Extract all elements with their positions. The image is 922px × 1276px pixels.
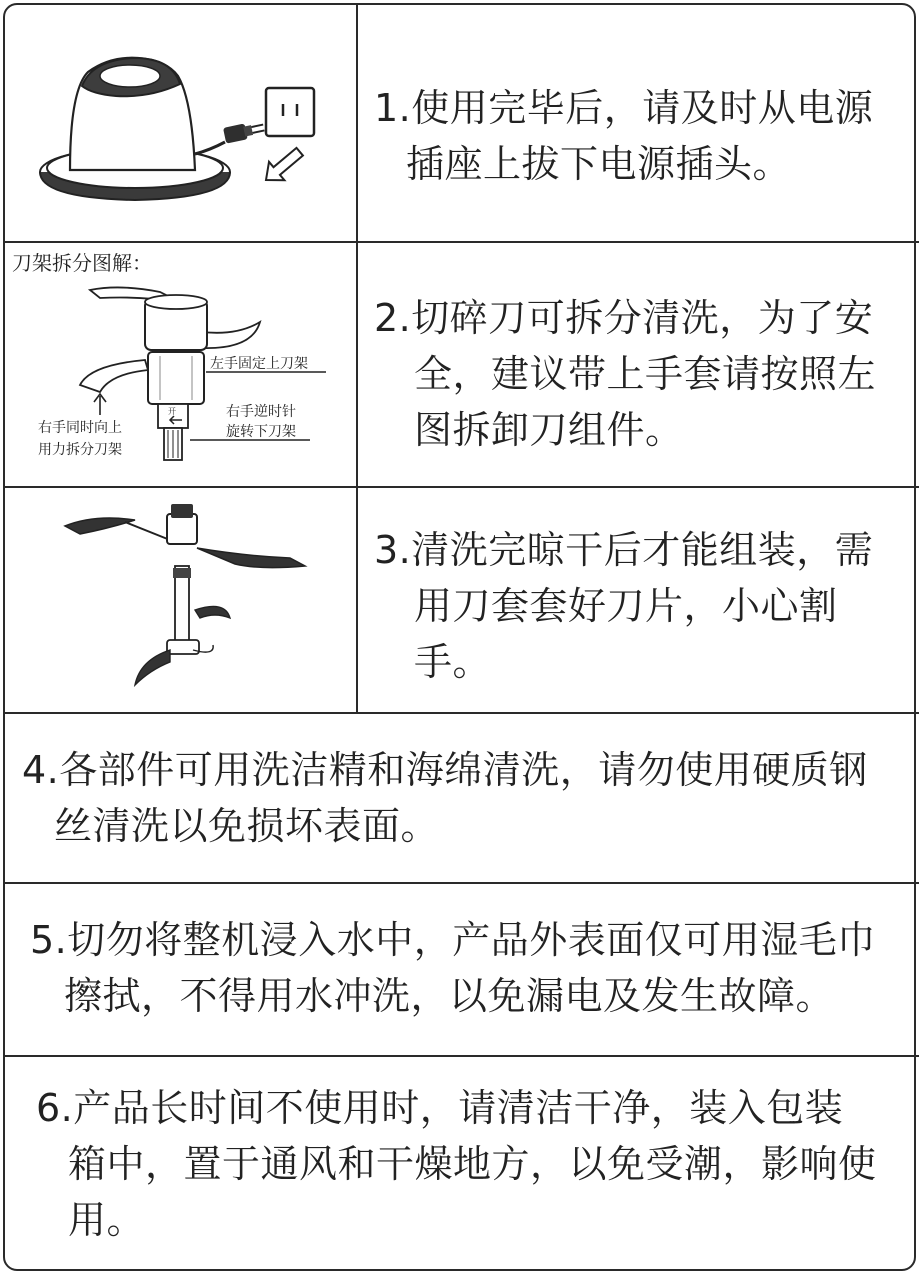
row-divider (3, 712, 919, 714)
step-1-line-2: 插座上拔下电源插头。 (406, 142, 792, 186)
unplug-illustration (30, 50, 340, 230)
step-2-line-2: 全，建议带上手套请按照左 (414, 352, 877, 396)
blade-assembly-illustration (55, 500, 325, 700)
label-rotate-1: 右手逆时针 (226, 404, 296, 420)
step-5-line-2: 擦拭，不得用水冲洗，以免漏电及发生故障。 (64, 974, 835, 1018)
step-3-line-3: 手。 (414, 640, 492, 684)
step-3 (374, 522, 873, 690)
step-3-line-2: 用刀套套好刀片，小心割 (414, 584, 838, 628)
step-2-line-3: 图拆卸刀组件。 (414, 408, 684, 452)
step-5 (30, 912, 876, 1024)
row-divider (3, 882, 919, 884)
step-4-line-2: 丝清洗以免损坏表面。 (54, 804, 440, 848)
column-divider (356, 3, 358, 714)
knob-mark: 开 (168, 407, 176, 416)
row-divider (3, 241, 919, 243)
label-fix-upper-blade: 左手固定上刀架 (210, 356, 308, 372)
step-2 (374, 290, 876, 458)
step-6-line-3: 用。 (68, 1198, 146, 1242)
step-1-line-1: 1.使用完毕后，请及时从电源 (374, 86, 874, 130)
label-pull-1: 右手同时向上 (38, 420, 122, 436)
step-6-line-2: 箱中，置于通风和干燥地方，以免受潮，影响使 (68, 1142, 877, 1186)
step-3-line-1: 3.清洗完晾干后才能组装，需 (374, 528, 874, 572)
step-4-line-1: 4.各部件可用洗洁精和海绵清洗，请勿使用硬质钢 (22, 748, 868, 792)
step-6-line-1: 6.产品长时间不使用时，请清洁干净，装入包装 (36, 1086, 844, 1130)
blade-disassembly-illustration (30, 270, 350, 480)
step-6 (36, 1080, 877, 1248)
step-5-line-1: 5.切勿将整机浸入水中，产品外表面仅可用湿毛巾 (30, 918, 876, 962)
diagram-title: 刀架拆分图解： (12, 251, 152, 275)
label-rotate-2: 旋转下刀架 (226, 424, 296, 440)
step-2-line-1: 2.切碎刀可拆分清洗，为了安 (374, 296, 874, 340)
step-1 (374, 80, 873, 192)
step-4 (22, 742, 868, 854)
row-divider (3, 486, 919, 488)
label-pull-2: 用力拆分刀架 (38, 442, 122, 458)
row-divider (3, 1055, 919, 1057)
